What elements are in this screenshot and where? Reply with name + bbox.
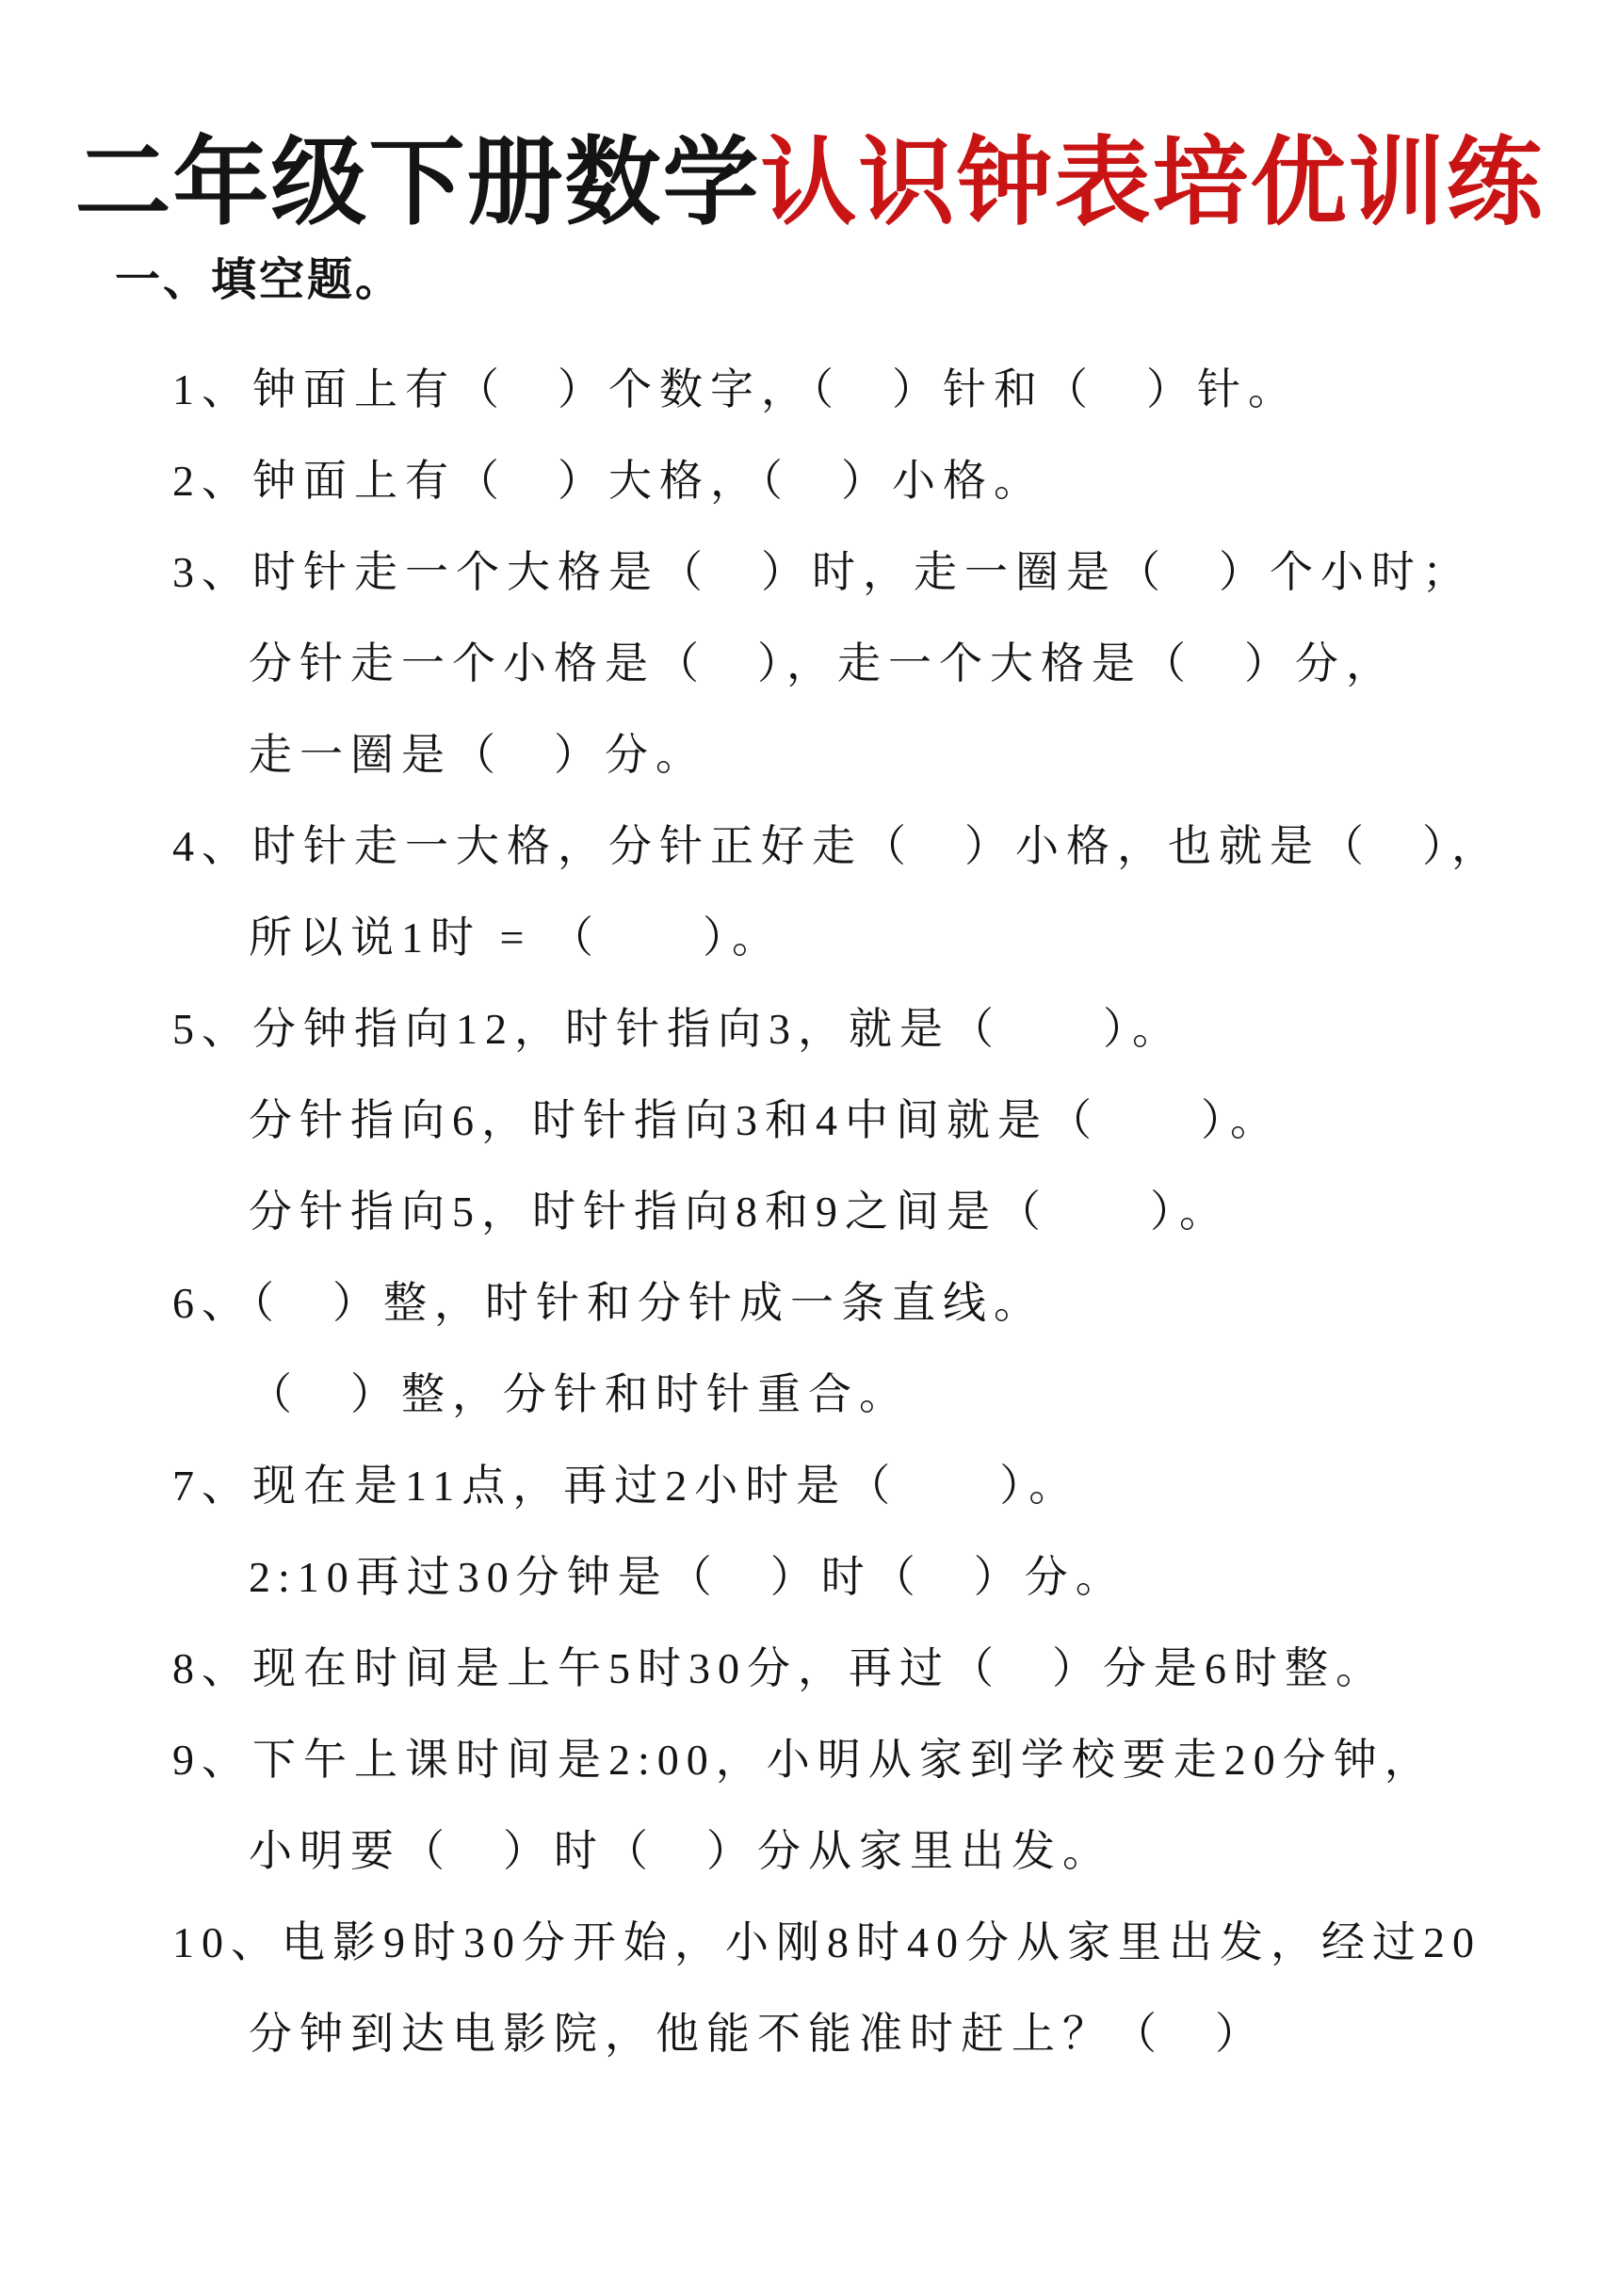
question-3-line-1: 3、时针走一个大格是（ ）时，走一圈是（ ）个小时；: [172, 547, 1473, 596]
question-6-line-2: （ ）整，分针和时针重合。: [249, 1369, 910, 1418]
question-3-line-3: 走一圈是（ ）分。: [249, 730, 706, 779]
question-5-line-2: 分针指向6，时针指向3和4中间就是（ ）。: [249, 1095, 1281, 1144]
question-10-line-1: 10、电影9时30分开始，小刚8时40分从家里出发，经过20: [172, 1917, 1481, 1966]
title-topic-part: 认识钟表培优训练: [760, 129, 1545, 237]
question-9-line-2: 小明要（ ）时（ ）分从家里出发。: [249, 1826, 1113, 1875]
question-4-line-1: 4、时针走一大格，分针正好走（ ）小格，也就是（ ），: [172, 821, 1502, 870]
question-7-line-1: 7、现在是11点，再过2小时是（ ）。: [172, 1461, 1080, 1510]
worksheet-title: [0, 130, 1619, 235]
question-3-line-2: 分针走一个小格是（ ），走一个大格是（ ）分，: [249, 639, 1397, 687]
question-list: [0, 340, 1619, 2076]
question-9-line-1: 9、下午上课时间是2:00，小明从家到学校要走20分钟，: [172, 1735, 1435, 1784]
title-subject-part: 二年级下册数学: [74, 129, 761, 237]
question-5-line-3: 分针指向5，时针指向8和9之间是（ ）。: [249, 1187, 1230, 1236]
question-8-line-1: 8、现在时间是上午5时30分，再过（ ）分是6时整。: [172, 1643, 1386, 1692]
question-4-line-2: 所以说1时 = （ ）。: [249, 913, 783, 962]
section-heading-fill-blanks: 一、填空题。: [115, 255, 404, 305]
question-2-line-1: 2、钟面上有（ ）大格，（ ）小格。: [172, 456, 1044, 505]
question-6-line-1: 6、（ ）整，时针和分针成一条直线。: [172, 1278, 1044, 1327]
question-5-line-1: 5、分钟指向12，时针指向3，就是（ ）。: [172, 1004, 1183, 1053]
question-1-line-1: 1、钟面上有（ ）个数字，（ ）针和（ ）针。: [172, 364, 1299, 413]
question-10-line-2: 分钟到达电影院，他能不能准时赶上？（ ）: [249, 2009, 1266, 2058]
question-7-line-2: 2:10再过30分钟是（ ）时（ ）分。: [249, 1552, 1126, 1601]
